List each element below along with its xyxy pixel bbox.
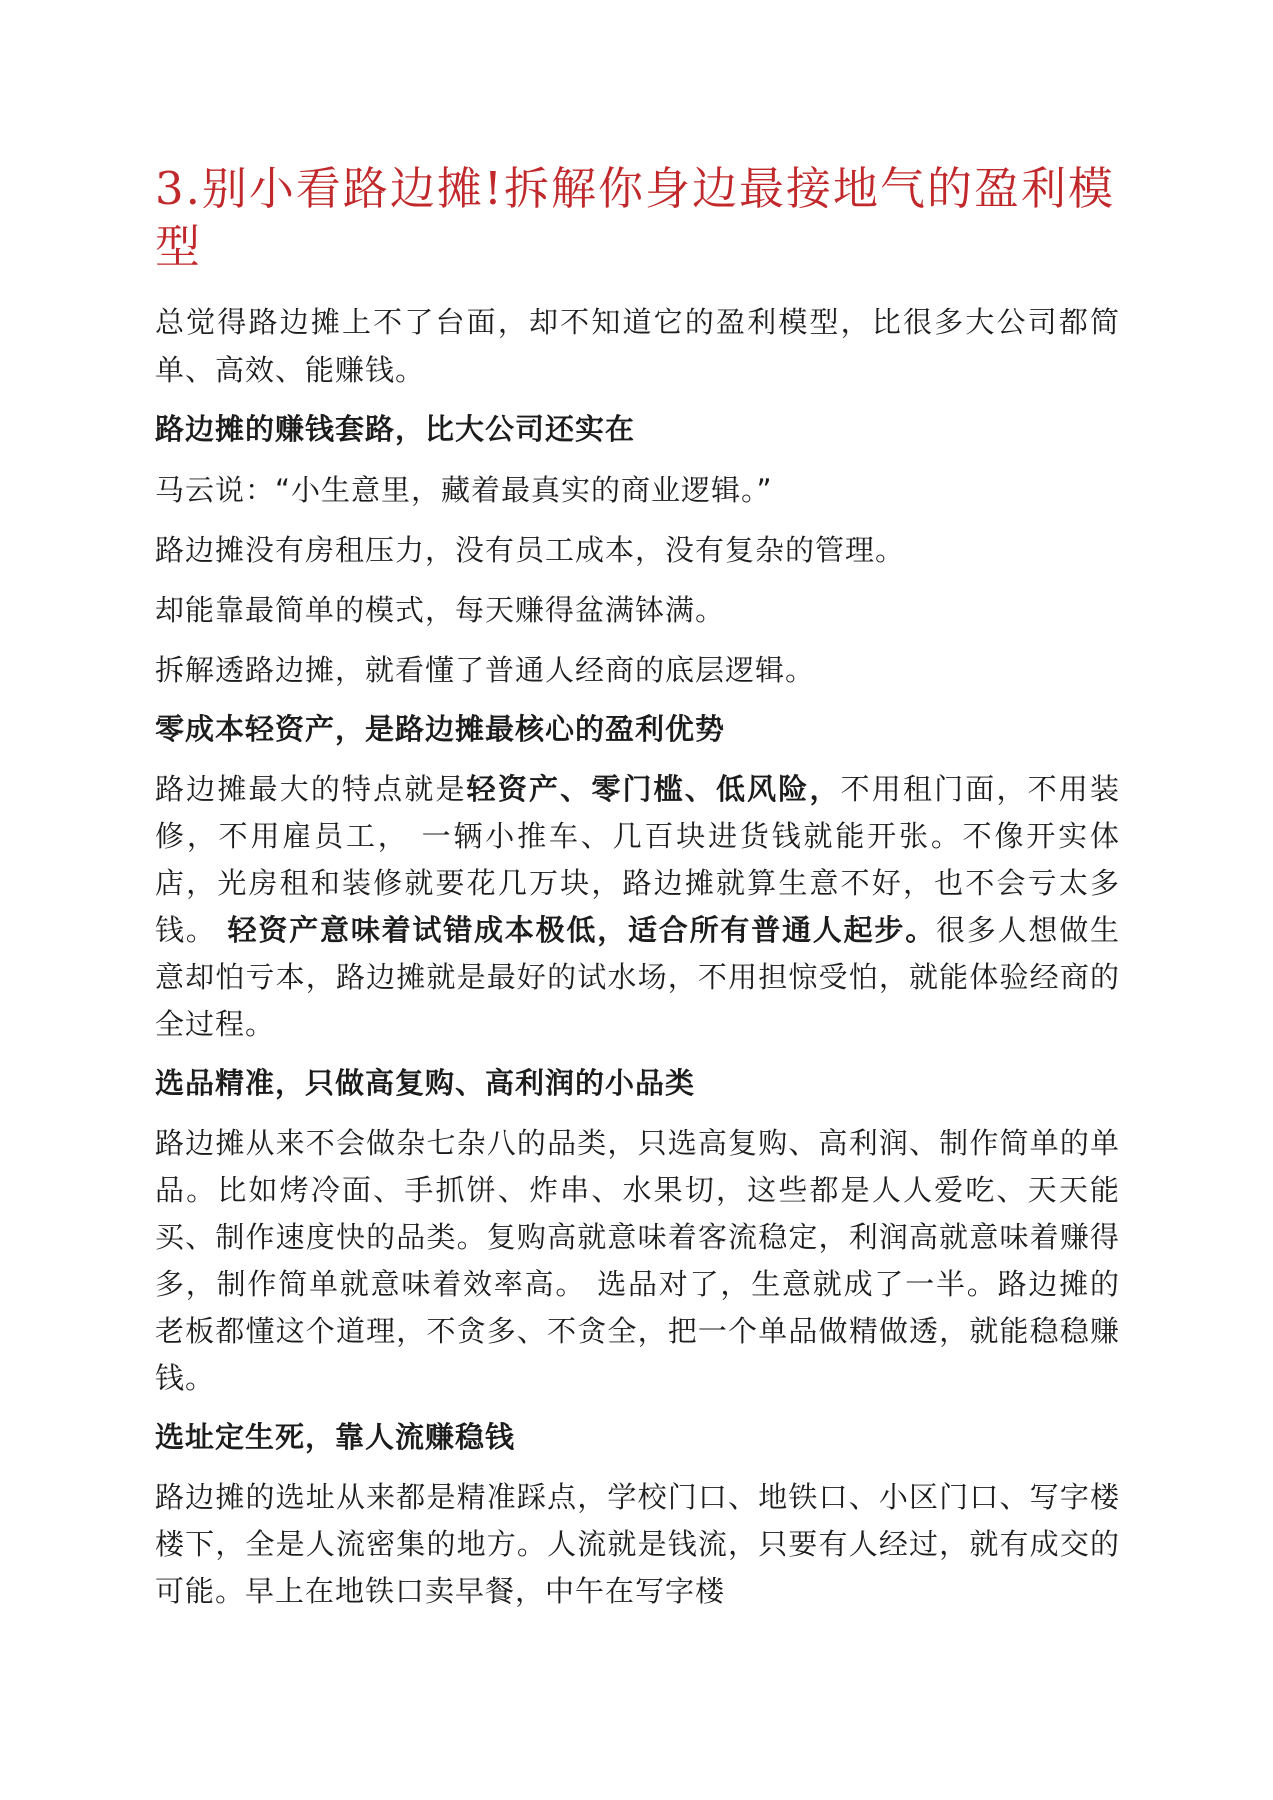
article — [155, 160, 1120, 1627]
text-span: 不用租门面，不用装修，不用雇员工， 一辆小推车、几百块进货钱就能开张。不像开实体店，光房租和装修就要花几万块，路边摊就算生意不好，也不会亏太多钱。 — [155, 772, 1120, 947]
section3-paragraph: 路边摊从来不会做杂七杂八的品类，只选高复购、高利润、制作简单的单品。比如烤冷面、手抓饼、炸串、水果切，这些都是人人爱吃、天天能买、制作速度快的品类。复购高就意味着客流稳定，利润高就意味着赚得多，制作简单就意味着效率高。 选品对了，生意就成了一半。路边摊的老板都懂这个道理，不贪多、不贪全，把一个单品做精做透，就能稳稳赚钱。 — [155, 1126, 1120, 1395]
body-line-2: 路边摊没有房租压力，没有员工成本，没有复杂的管理。 — [155, 533, 906, 567]
section2-paragraph — [155, 766, 1120, 1048]
section-heading-3: 选品精准，只做高复购、高利润的小品类 — [155, 1066, 696, 1100]
bold-span: 轻资产、零门槛、低风险， — [466, 772, 841, 806]
article-title: 3.别小看路边摊!拆解你身边最接地气的盈利模型 — [155, 162, 1116, 273]
body-line-3: 却能靠最简单的模式，每天赚得盆满钵满。 — [155, 593, 726, 627]
text-span: 路边摊最大的特点就是 — [155, 772, 467, 806]
bold-span: 轻资产意味着试错成本极低，适合所有普通人起步。 — [227, 913, 936, 947]
text-span: 很多人想做生意却怕亏本，路边摊就是最好的试水场，不用担惊受怕，就能体验经商的全过程。 — [155, 913, 1120, 1041]
section-heading-4: 选址定生死，靠人流赚稳钱 — [155, 1420, 516, 1454]
section-heading-2: 零成本轻资产，是路边摊最核心的盈利优势 — [155, 712, 726, 746]
quote-line: 马云说：“小生意里，藏着最真实的商业逻辑。” — [155, 473, 773, 507]
section4-paragraph: 路边摊的选址从来都是精准踩点，学校门口、地铁口、小区门口、写字楼楼下，全是人流密集的地方。人流就是钱流，只要有人经过，就有成交的可能。早上在地铁口卖早餐，中午在写字楼 — [155, 1480, 1120, 1608]
body-line-4: 拆解透路边摊，就看懂了普通人经商的底层逻辑。 — [155, 653, 816, 687]
intro-paragraph: 总觉得路边摊上不了台面，却不知道它的盈利模型，比很多大公司都简单、高效、能赚钱。 — [155, 305, 1120, 387]
section-heading-1: 路边摊的赚钱套路，比大公司还实在 — [155, 412, 636, 446]
